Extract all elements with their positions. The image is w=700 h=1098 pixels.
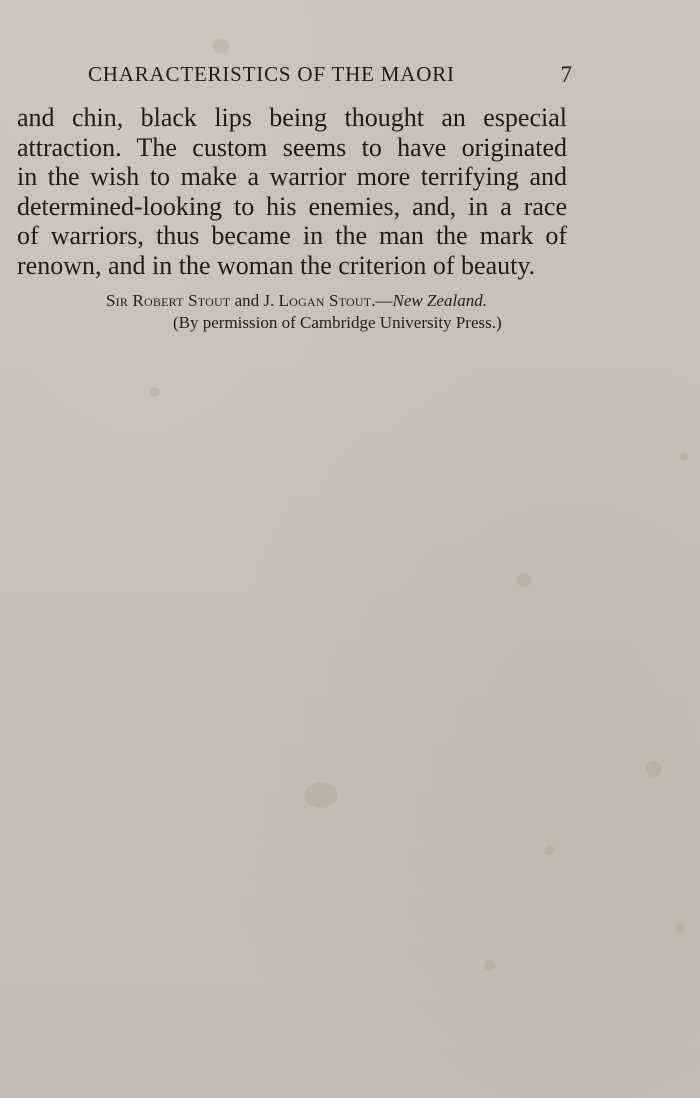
paper-speck (544, 845, 554, 855)
work-title: New Zealand. (392, 291, 487, 310)
paper-speck (150, 387, 160, 397)
citation-author-line (106, 290, 576, 312)
body-line: and chin, black lips being thought an especial (17, 103, 567, 132)
body-paragraph (17, 103, 567, 280)
paper-speck (304, 782, 338, 808)
body-line: renown, and in the woman the criterion of beauty. (17, 250, 536, 280)
page-number: 7 (560, 62, 572, 87)
author-two-initial: J. (263, 291, 279, 310)
author-two-name: Logan Stout (278, 291, 372, 310)
author-connector: and (230, 291, 264, 310)
body-line: in the wish to make a warrior more terrifying and (17, 162, 567, 191)
paper-speck (213, 38, 229, 54)
source-citation (106, 290, 576, 334)
body-line: of warriors, thus became in the man the mark of (17, 221, 567, 250)
paper-speck (675, 923, 685, 933)
page-header (88, 60, 572, 88)
body-line: determined-looking to his enemies, and, in a race (17, 191, 567, 221)
permission-line: (By permission of Cambridge University Press.) (173, 313, 502, 332)
paper-speck (484, 960, 495, 971)
body-line: attraction. The custom seems to have originated (17, 132, 567, 162)
citation-dash: .— (371, 291, 393, 310)
paper-speck (517, 573, 531, 587)
paper-speck (680, 452, 689, 461)
running-title: CHARACTERISTICS OF THE MAORI (88, 62, 455, 86)
author-one: Sir Robert Stout (106, 291, 231, 310)
paper-speck (646, 761, 662, 777)
